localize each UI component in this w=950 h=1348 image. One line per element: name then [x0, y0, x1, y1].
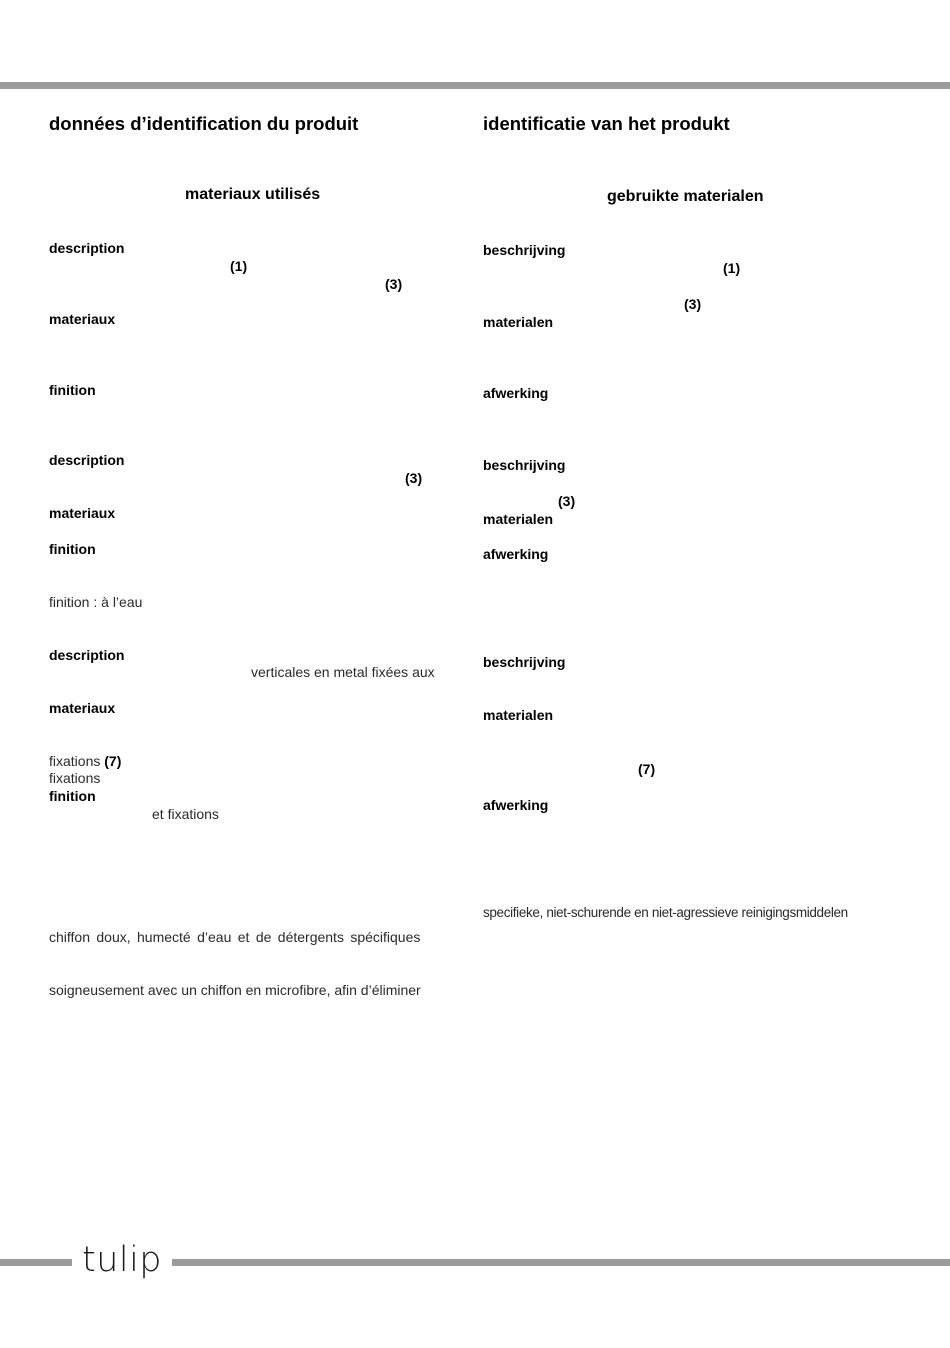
tulip-logo-text: tulip	[82, 1240, 162, 1280]
fr-s3-description-text: verticales en metal fixées aux	[251, 664, 435, 680]
nl-s2-beschrijving-label: beschrijving	[483, 457, 566, 473]
fr-s1-ref3: (3)	[385, 276, 403, 292]
nl-s3-beschrijving-label: beschrijving	[483, 654, 566, 670]
nl-materials-heading: gebruikte materialen	[607, 188, 764, 205]
fr-s1-ref1: (1)	[230, 258, 248, 274]
nl-title: identificatie van het produkt	[483, 113, 730, 134]
fr-s3-fixations-label: fixations	[49, 753, 101, 769]
nl-s1-beschrijving-label: beschrijving	[483, 242, 566, 258]
nl-s1-materialen-label: materialen	[483, 314, 554, 330]
fr-s3-description-label: description	[49, 647, 125, 663]
fr-s3-fixations-line	[49, 753, 121, 770]
nl-s2-materialen-label: materialen	[483, 511, 554, 527]
tulip-logo	[82, 1238, 166, 1284]
nl-s2-ref3: (3)	[558, 493, 576, 509]
nl-s3-afwerking-label: afwerking	[483, 797, 549, 813]
fr-s3-finition-text: et fixations	[152, 806, 219, 822]
nl-s2-afwerking-label: afwerking	[483, 546, 549, 562]
footer-rule-right	[172, 1259, 950, 1266]
fr-s2-ref3: (3)	[405, 470, 423, 486]
top-rule	[0, 82, 950, 89]
nl-s3-materialen-label: materialen	[483, 707, 554, 723]
fr-s2-finition-note: finition : à l’eau	[49, 594, 143, 610]
fr-title: données d’identification du produit	[49, 113, 359, 134]
fr-s2-description-label: description	[49, 452, 125, 468]
nl-s3-ref7: (7)	[638, 761, 656, 777]
fr-care-line-2: soigneusement avec un chiffon en microfibre, afin d’éliminer	[49, 982, 421, 998]
fr-s2-materiaux-label: materiaux	[49, 505, 116, 521]
nl-care-line-1: specifieke, niet-schurende en niet-agressieve reinigingsmiddelen	[483, 905, 848, 920]
fr-s2-finition-label: finition	[49, 541, 96, 557]
fr-s1-description-label: description	[49, 240, 125, 256]
footer-rule-left	[0, 1259, 72, 1266]
fr-materials-heading: materiaux utilisés	[185, 186, 321, 203]
nl-s1-afwerking-label: afwerking	[483, 385, 549, 401]
fr-s3-ref7: (7)	[104, 753, 122, 769]
fr-s1-materiaux-label: materiaux	[49, 311, 116, 327]
fr-s3-finition-label: finition	[49, 788, 96, 804]
nl-s1-ref1: (1)	[723, 260, 741, 276]
fr-care-line-1: chiffon doux, humecté d’eau et de détergents spécifiques	[49, 929, 421, 945]
nl-s1-ref3: (3)	[684, 296, 702, 312]
fr-s1-finition-label: finition	[49, 382, 96, 398]
fr-s3-materiaux-label: materiaux	[49, 700, 116, 716]
fr-s3-fixations: fixations	[49, 770, 101, 786]
